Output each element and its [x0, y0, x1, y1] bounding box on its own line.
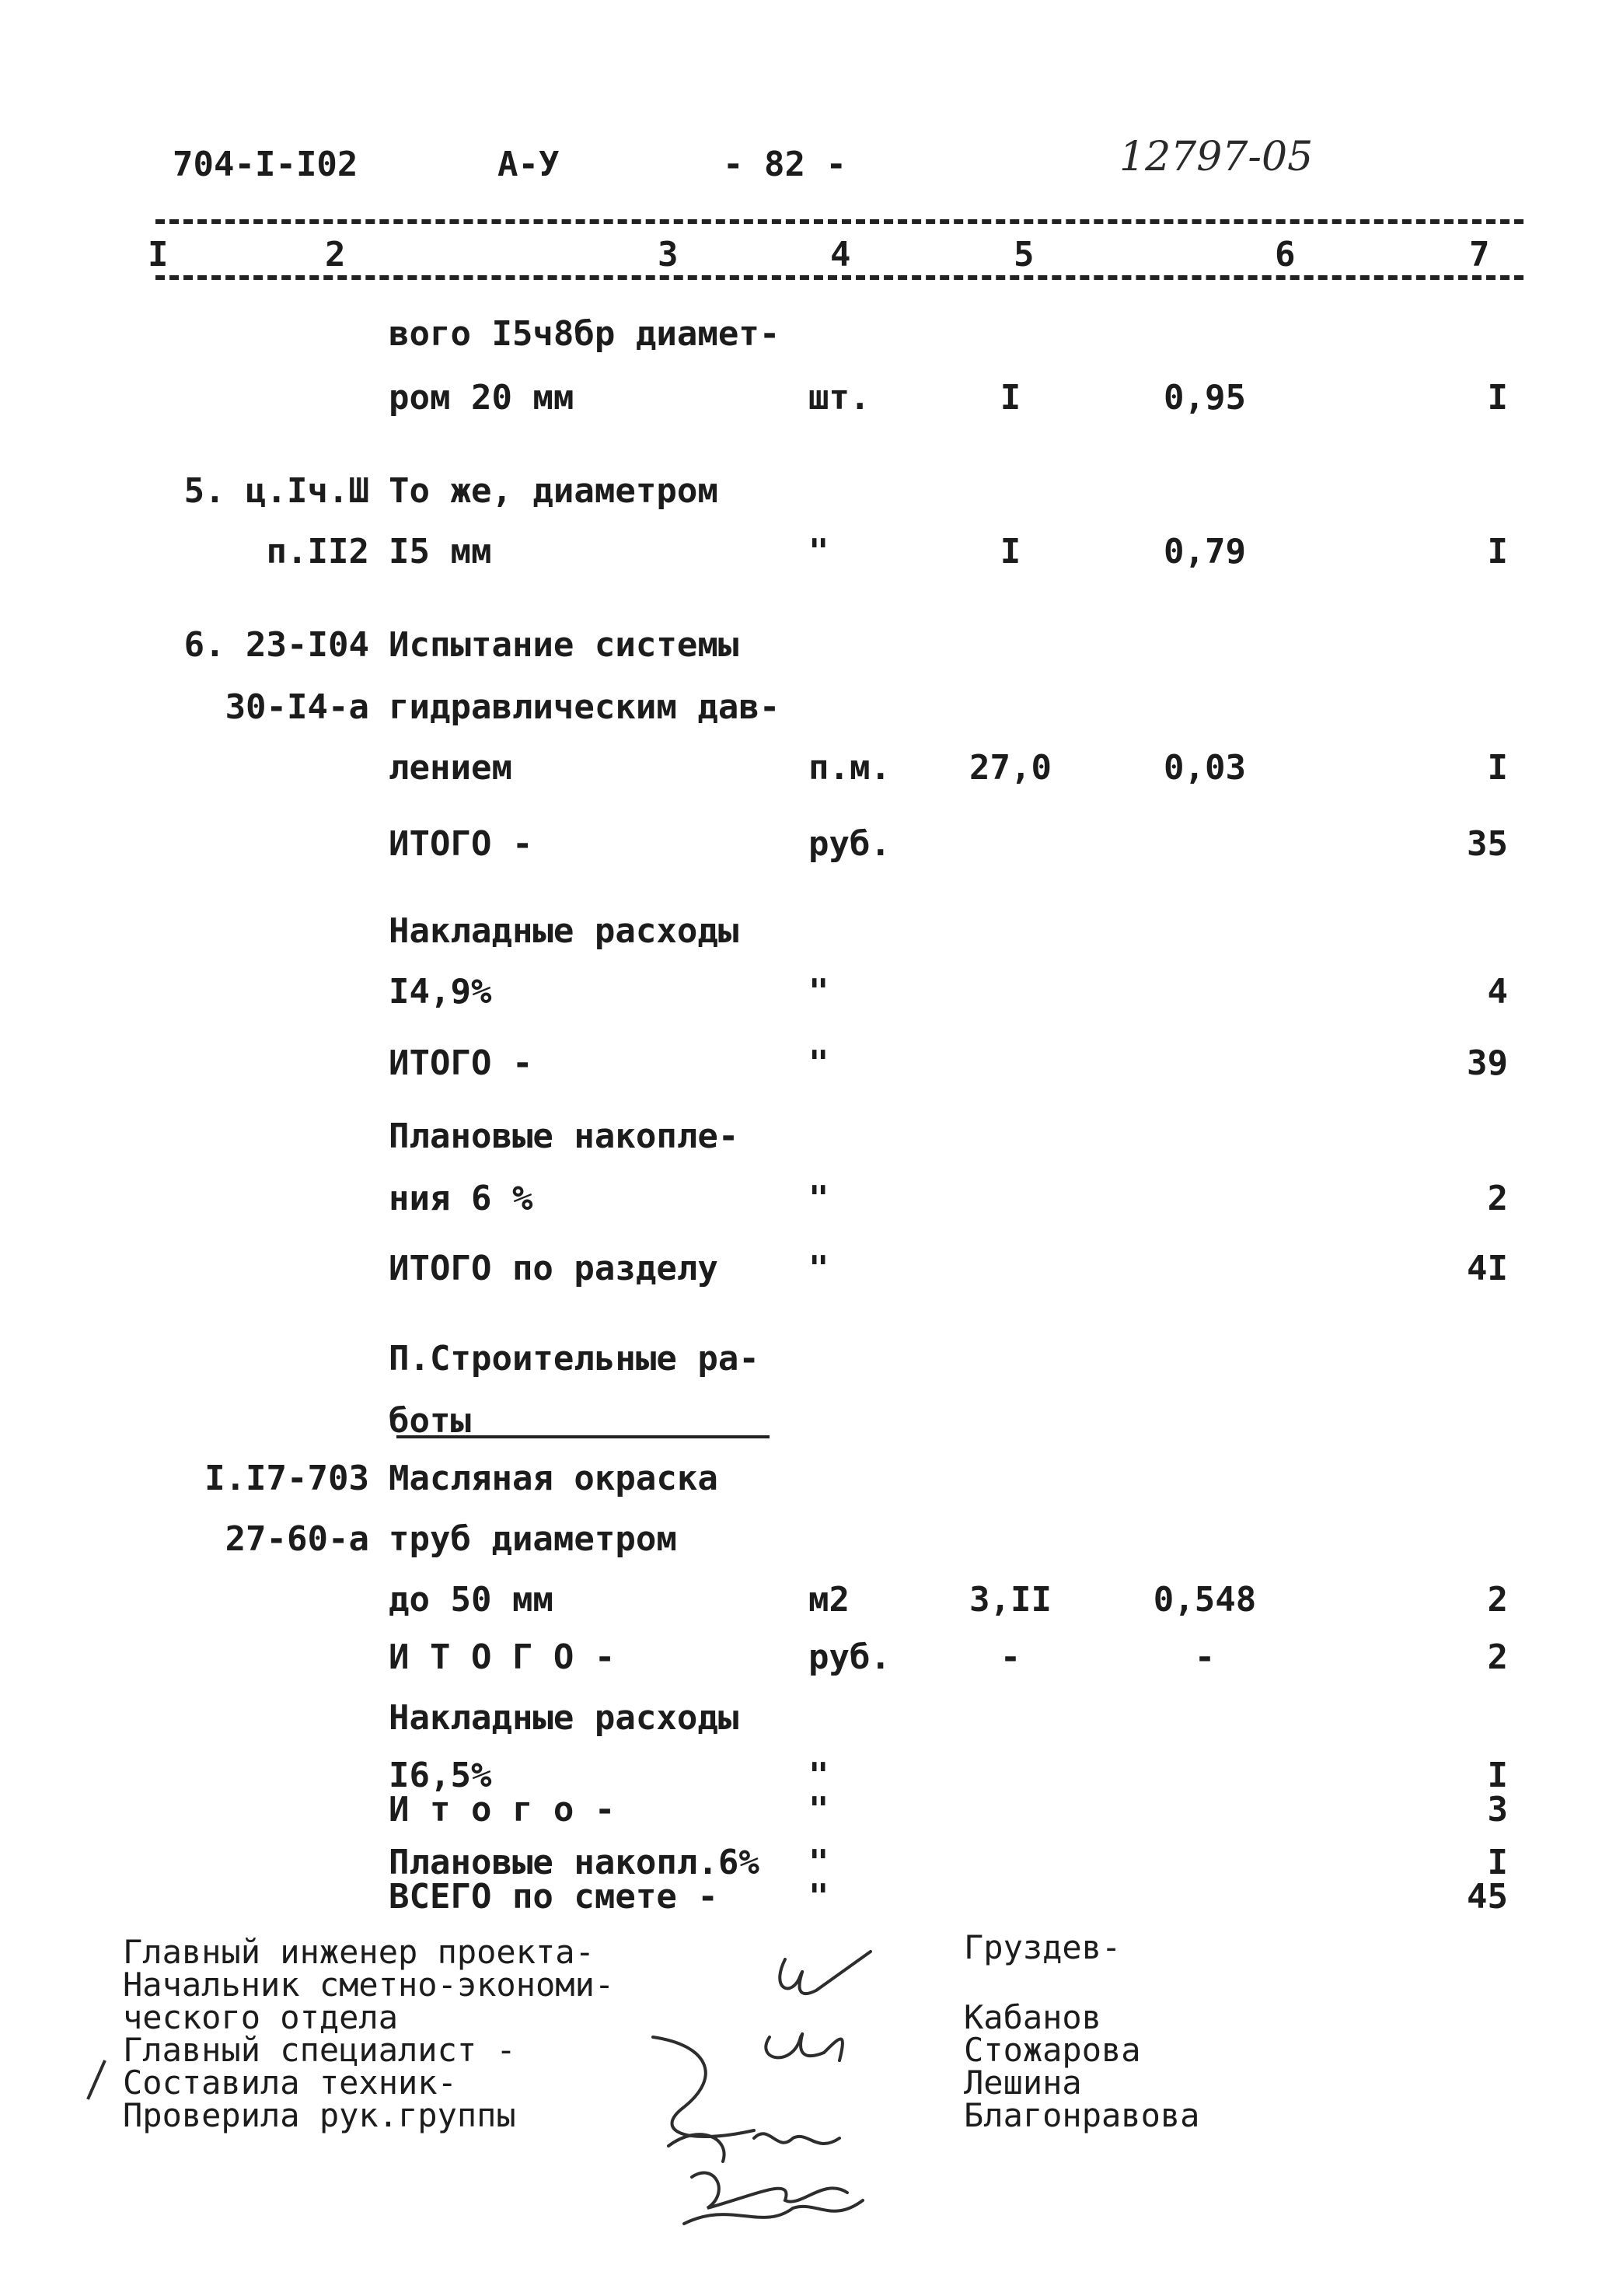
row-total: 4 [1487, 972, 1508, 1012]
row-total: 35 [1467, 824, 1508, 864]
row-description: ВСЕГО по смете - [389, 1877, 718, 1917]
row-price: - [1194, 1637, 1216, 1677]
row-code: I.I7-703 [204, 1459, 369, 1498]
signature-role: Проверила рук.группы [123, 2096, 516, 2134]
row-description: Плановые накопле- [389, 1117, 739, 1156]
signature-role: Главный специалист - [123, 2031, 516, 2069]
row-unit: м2 [808, 1580, 850, 1620]
row-price: 0,79 [1164, 532, 1246, 571]
row-quantity: I [1000, 378, 1021, 418]
row-description: То же, диаметром [389, 471, 718, 511]
row-description: Плановые накопл.6% [389, 1843, 759, 1882]
row-quantity: - [1000, 1637, 1021, 1677]
row-price: 0,03 [1164, 748, 1246, 788]
row-code: 27-60-а [225, 1519, 369, 1559]
row-unit: " [808, 532, 829, 571]
row-description: I5 мм [389, 532, 492, 571]
row-quantity: I [1000, 532, 1021, 571]
row-description: ИТОГО - [389, 1043, 533, 1083]
row-description: Масляная окраска [389, 1459, 718, 1498]
row-price: 0,548 [1153, 1580, 1257, 1620]
row-total: 4I [1467, 1249, 1508, 1288]
handwritten-signatures [637, 1944, 917, 2239]
row-description: И Т О Г О - [389, 1637, 616, 1677]
section-underline [396, 1435, 770, 1438]
row-unit: " [808, 1877, 829, 1917]
row-quantity: 3,II [969, 1580, 1052, 1620]
row-total: 39 [1467, 1043, 1508, 1083]
row-code: 5. ц.Iч.Ш [183, 471, 369, 511]
column-header-1: I [148, 235, 169, 274]
row-unit: п.м. [808, 748, 891, 788]
album-code: А-У [497, 145, 560, 184]
row-unit: " [808, 1249, 829, 1288]
row-description: вого I5ч8бр диамет- [389, 314, 780, 354]
row-unit: " [808, 1043, 829, 1083]
row-unit: руб. [808, 1637, 891, 1677]
document-code: 704-I-I02 [173, 145, 358, 184]
row-total: I [1487, 378, 1508, 418]
signature-name: Лешина [964, 2064, 1082, 2102]
row-description: гидравлическим дав- [389, 687, 780, 727]
row-unit: " [808, 1756, 829, 1795]
row-total: I [1487, 748, 1508, 788]
row-unit: руб. [808, 824, 891, 864]
row-unit: " [808, 1790, 829, 1829]
row-description: ром 20 мм [389, 378, 574, 418]
signature-name: Благонравова [964, 2096, 1200, 2134]
row-description: I6,5% [389, 1756, 492, 1795]
signature-name: Стожарова [964, 2031, 1141, 2069]
column-header-7: 7 [1469, 235, 1490, 274]
page-number: - 82 - [723, 145, 846, 184]
row-unit: " [808, 972, 829, 1012]
row-total: I [1487, 1756, 1508, 1795]
row-description: I4,9% [389, 972, 492, 1012]
signature-role: Составила техник- [123, 2064, 457, 2102]
row-description: ИТОГО по разделу [389, 1249, 718, 1288]
row-total: 2 [1487, 1637, 1508, 1677]
signature-role: Начальник сметно-экономи- [123, 1966, 615, 2004]
row-description: ИТОГО - [389, 824, 533, 864]
row-unit: шт. [808, 378, 871, 418]
column-header-3: 3 [658, 235, 679, 274]
header-bottom-divider [155, 275, 1524, 280]
column-header-6: 6 [1275, 235, 1296, 274]
row-total: I [1487, 1843, 1508, 1882]
row-code: 30-I4-а [225, 687, 369, 727]
header-top-divider [155, 219, 1524, 224]
signature-role: ческого отдела [123, 1998, 399, 2036]
row-total: 2 [1487, 1580, 1508, 1620]
row-code: п.II2 [266, 532, 369, 571]
margin-mark [82, 2057, 113, 2103]
row-total: 3 [1487, 1790, 1508, 1829]
row-code: 6. 23-I04 [183, 625, 369, 665]
row-total: 45 [1467, 1877, 1508, 1917]
row-description: боты [389, 1401, 471, 1441]
row-description: И т о г о - [389, 1790, 616, 1829]
row-unit: " [808, 1843, 829, 1882]
row-quantity: 27,0 [969, 748, 1052, 788]
row-price: 0,95 [1164, 378, 1246, 418]
row-description: ния 6 % [389, 1179, 533, 1218]
row-description: лением [389, 748, 512, 788]
column-header-2: 2 [325, 235, 346, 274]
row-description: до 50 мм [389, 1580, 553, 1620]
row-description: П.Строительные ра- [389, 1339, 759, 1379]
handwritten-number: 12797-05 [1119, 134, 1314, 180]
row-description: Накладные расходы [389, 1698, 739, 1738]
row-description: Испытание системы [389, 625, 739, 665]
row-description: Накладные расходы [389, 911, 739, 951]
column-header-4: 4 [830, 235, 851, 274]
row-total: I [1487, 532, 1508, 571]
signature-name: Кабанов [964, 1998, 1102, 2036]
row-total: 2 [1487, 1179, 1508, 1218]
signature-role: Главный инженер проекта- [123, 1933, 595, 1971]
column-header-5: 5 [1014, 235, 1035, 274]
signature-name: Груздев- [964, 1928, 1122, 1966]
row-unit: " [808, 1179, 829, 1218]
row-description: труб диаметром [389, 1519, 677, 1559]
